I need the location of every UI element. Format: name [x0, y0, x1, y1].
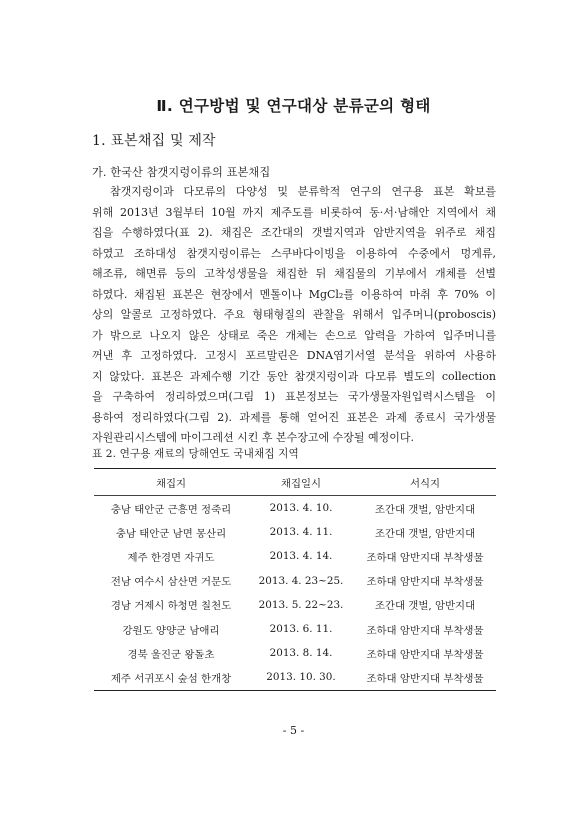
- subsection-title: 가. 한국산 참갯지렁이류의 표본채집: [92, 166, 271, 179]
- body-line: 가 밖으로 나오지 않은 상태로 죽은 개체는 손으로 압력을 가하여 입주머니를: [92, 328, 496, 342]
- body-line: 하였고 조하대성 참갯지렁이류는 스쿠바다이빙을 이용하여 수중에서 멍게류,: [92, 246, 496, 260]
- table-row: [94, 617, 496, 641]
- chapter-title: Ⅱ. 연구방법 및 연구대상 분류군의 형태: [156, 97, 431, 115]
- cell-date: 2013. 4. 10.: [269, 502, 333, 515]
- cell-site: 제주 서귀포시 숲섬 한개창: [110, 672, 232, 685]
- cell-habitat: 조하대 암반지대 부착생물: [366, 551, 484, 564]
- cell-date: 2013. 10. 30.: [266, 671, 336, 684]
- cell-site: 경북 울진군 왕돌초: [127, 648, 215, 661]
- table-caption: 표 2. 연구용 재료의 당해연도 국내채집 지역: [92, 448, 299, 460]
- cell-habitat: 조간대 갯벌, 암반지대: [374, 600, 476, 613]
- cell-date: 2013. 4. 14.: [269, 550, 333, 563]
- table-header-row: [94, 469, 496, 496]
- body-line: 집을 수행하였다(표 2). 채집은 조간대의 갯벌지역과 암반지역을 위주로 채집: [92, 226, 496, 239]
- body-line: 상의 알콜로 고정하였다. 주요 형태형질의 관찰을 위해서 입주머니(proboscis): [92, 308, 496, 321]
- body-line: 자원관리시스템에 마이그레션 시킨 후 본수장고에 수장될 예정이다.: [92, 431, 415, 444]
- cell-site: 충남 태안군 근흥면 정죽리: [110, 503, 232, 516]
- table-row: [94, 569, 496, 593]
- cell-site: 경남 거제시 하청면 칠천도: [110, 600, 232, 613]
- cell-habitat: 조간대 갯벌, 암반지대: [374, 503, 476, 516]
- cell-site: 충남 태안군 남면 몽산리: [115, 527, 227, 540]
- cell-date: 2013. 4. 11.: [269, 526, 333, 539]
- table-row: [94, 665, 496, 690]
- page-number: - 5 -: [282, 724, 305, 737]
- table-row: [94, 641, 496, 665]
- cell-habitat: 조하대 암반지대 부착생물: [366, 624, 484, 637]
- table-row: [94, 593, 496, 617]
- body-line: 을 구축하여 정리하였으며(그림 1) 표본정보는 국가생물자원입력시스템을 이: [92, 390, 496, 403]
- body-line: 꺼낸 후 고정하였다. 고정시 포르말린은 DNA염기서열 분석을 위하여 사용하: [92, 349, 496, 362]
- cell-date: 2013. 8. 14.: [269, 647, 333, 660]
- cell-date: 2013. 4. 23~25.: [258, 574, 344, 587]
- cell-site: 제주 한경면 자귀도: [127, 551, 215, 564]
- body-line: 참갯지렁이과 다모류의 다양성 및 분류학적 연구의 연구용 표본 확보를: [110, 185, 496, 198]
- body-line: 용하여 정리하였다(그림 2). 과제를 통해 얻어진 표본은 과제 종료시 국가생물: [92, 410, 496, 424]
- body-line: 위해 2013년 3월부터 10월 까지 제주도를 비롯하여 동·서·남해안 지역에서 채: [92, 205, 496, 219]
- body-line: 해조류, 해면류 등의 고착성생물을 채집한 뒤 채집물의 기부에서 개체를 선별: [92, 267, 496, 280]
- table-row: [94, 520, 496, 544]
- cell-habitat: 조하대 암반지대 부착생물: [366, 648, 484, 661]
- cell-habitat: 조간대 갯벌, 암반지대: [374, 527, 476, 540]
- body-line: 하였다. 채집된 표본은 현장에서 멘톨이나 MgCl₂를 이용하여 마취 후 70% 이: [92, 287, 496, 301]
- body-line: 지 않았다. 표본은 과제수행 기간 동안 참갯지렁이과 다모류 별도의 collection: [92, 369, 496, 383]
- section-title: 1. 표본채집 및 제작: [92, 133, 216, 149]
- cell-habitat: 조하대 암반지대 부착생물: [366, 576, 484, 589]
- cell-site: 강원도 양양군 남애리: [122, 624, 220, 637]
- header-site: 채집지: [155, 477, 187, 490]
- header-date: 채집일시: [280, 477, 322, 490]
- table-row: [94, 496, 496, 521]
- cell-habitat: 조하대 암반지대 부착생물: [366, 672, 484, 685]
- cell-date: 2013. 6. 11.: [269, 623, 333, 636]
- cell-site: 전남 여수시 삼산면 거문도: [110, 576, 232, 589]
- cell-date: 2013. 5. 22~23.: [258, 598, 344, 611]
- collection-sites-table: [94, 468, 496, 691]
- body-paragraph: [92, 182, 496, 449]
- header-habitat: 서식지: [409, 477, 441, 490]
- table-row: [94, 544, 496, 568]
